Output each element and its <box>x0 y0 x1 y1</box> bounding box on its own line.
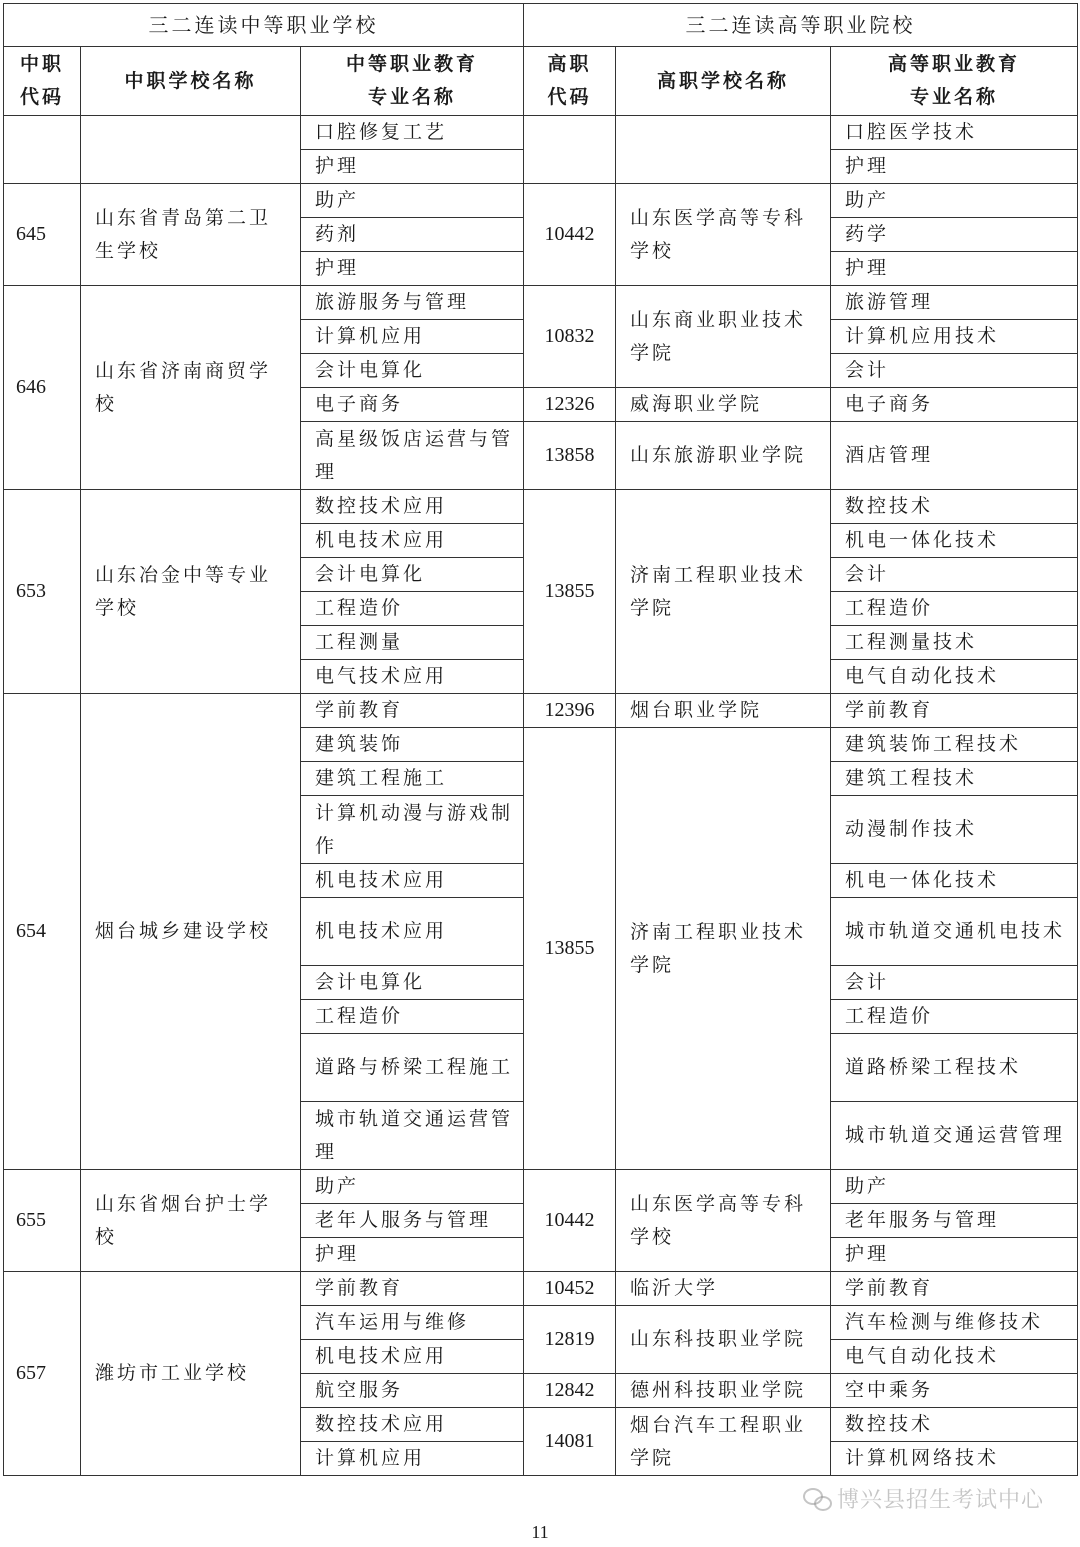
high-major-cell: 药学 <box>831 218 1078 252</box>
header-sec-code: 中职 代码 <box>4 47 81 116</box>
high-code-cell: 10442 <box>524 1170 616 1272</box>
high-code-cell <box>524 116 616 184</box>
high-major-cell: 机电一体化技术 <box>831 524 1078 558</box>
watermark <box>803 1483 1044 1514</box>
table-row <box>4 1272 1078 1306</box>
sec-major-cell: 机电技术应用 <box>301 524 524 558</box>
sec-major-cell: 道路与桥梁工程施工 <box>301 1034 524 1102</box>
header-high-major: 高等职业教育 专业名称 <box>831 47 1078 116</box>
sec-school-cell <box>81 116 301 184</box>
high-school-cell: 山东医学高等专科学校 <box>616 1170 831 1272</box>
sec-major-cell: 助产 <box>301 184 524 218</box>
sec-major-cell: 会计电算化 <box>301 966 524 1000</box>
table-row <box>4 490 1078 524</box>
high-major-cell: 助产 <box>831 184 1078 218</box>
high-school-cell: 山东商业职业技术学院 <box>616 286 831 388</box>
high-school-cell: 山东旅游职业学院 <box>616 422 831 490</box>
high-major-cell: 建筑装饰工程技术 <box>831 728 1078 762</box>
sec-major-cell: 汽车运用与维修 <box>301 1306 524 1340</box>
high-code-cell: 12842 <box>524 1374 616 1408</box>
page-number: 11 <box>531 1522 549 1542</box>
high-major-cell: 护理 <box>831 252 1078 286</box>
header-high-name: 高职学校名称 <box>616 47 831 116</box>
section-higher-title: 三二连读高等职业院校 <box>524 4 1078 47</box>
sec-school-cell: 烟台城乡建设学校 <box>81 694 301 1170</box>
high-school-cell: 济南工程职业技术学院 <box>616 728 831 1170</box>
table-row <box>4 694 1078 728</box>
sec-major-cell: 城市轨道交通运营管理 <box>301 1102 524 1170</box>
high-major-cell: 电子商务 <box>831 388 1078 422</box>
high-major-cell: 空中乘务 <box>831 1374 1078 1408</box>
high-school-cell: 山东科技职业学院 <box>616 1306 831 1374</box>
sec-major-cell: 计算机动漫与游戏制作 <box>301 796 524 864</box>
sec-major-cell: 机电技术应用 <box>301 898 524 966</box>
sec-major-cell: 学前教育 <box>301 694 524 728</box>
sec-code-cell: 655 <box>4 1170 81 1272</box>
sec-code-cell: 657 <box>4 1272 81 1476</box>
high-major-cell: 旅游管理 <box>831 286 1078 320</box>
high-code-cell: 10832 <box>524 286 616 388</box>
sec-major-cell: 药剂 <box>301 218 524 252</box>
header-high-code: 高职 代码 <box>524 47 616 116</box>
high-major-cell: 护理 <box>831 1238 1078 1272</box>
high-school-cell: 临沂大学 <box>616 1272 831 1306</box>
sec-major-cell: 机电技术应用 <box>301 864 524 898</box>
high-major-cell: 建筑工程技术 <box>831 762 1078 796</box>
sec-code-cell: 646 <box>4 286 81 490</box>
sec-major-cell: 电气技术应用 <box>301 660 524 694</box>
sec-school-cell: 潍坊市工业学校 <box>81 1272 301 1476</box>
high-major-cell: 计算机应用技术 <box>831 320 1078 354</box>
sec-major-cell: 工程造价 <box>301 1000 524 1034</box>
sec-code-cell: 645 <box>4 184 81 286</box>
table-row <box>4 184 1078 218</box>
sec-major-cell: 护理 <box>301 150 524 184</box>
high-school-cell: 威海职业学院 <box>616 388 831 422</box>
high-code-cell: 10442 <box>524 184 616 286</box>
table-row <box>4 286 1078 320</box>
sec-major-cell: 助产 <box>301 1170 524 1204</box>
high-major-cell: 电气自动化技术 <box>831 660 1078 694</box>
high-major-cell: 工程造价 <box>831 592 1078 626</box>
high-major-cell: 工程测量技术 <box>831 626 1078 660</box>
high-school-cell <box>616 116 831 184</box>
sec-major-cell: 计算机应用 <box>301 320 524 354</box>
sec-code-cell: 653 <box>4 490 81 694</box>
high-major-cell: 机电一体化技术 <box>831 864 1078 898</box>
high-code-cell: 13855 <box>524 728 616 1170</box>
sec-major-cell: 会计电算化 <box>301 558 524 592</box>
high-major-cell: 会计 <box>831 966 1078 1000</box>
sec-major-cell: 机电技术应用 <box>301 1340 524 1374</box>
sec-major-cell: 会计电算化 <box>301 354 524 388</box>
sec-major-cell: 护理 <box>301 1238 524 1272</box>
high-code-cell: 14081 <box>524 1408 616 1476</box>
sec-major-cell: 数控技术应用 <box>301 490 524 524</box>
sec-major-cell: 高星级饭店运营与管理 <box>301 422 524 490</box>
high-major-cell: 学前教育 <box>831 1272 1078 1306</box>
sec-code-cell <box>4 116 81 184</box>
high-code-cell: 13858 <box>524 422 616 490</box>
sec-major-cell: 旅游服务与管理 <box>301 286 524 320</box>
wechat-icon <box>803 1488 831 1510</box>
high-major-cell: 数控技术 <box>831 490 1078 524</box>
column-header-row <box>4 47 1078 116</box>
high-major-cell: 电气自动化技术 <box>831 1340 1078 1374</box>
high-major-cell: 城市轨道交通机电技术 <box>831 898 1078 966</box>
table-row <box>4 1170 1078 1204</box>
high-major-cell: 护理 <box>831 150 1078 184</box>
sec-major-cell: 建筑工程施工 <box>301 762 524 796</box>
high-school-cell: 德州科技职业学院 <box>616 1374 831 1408</box>
sec-major-cell: 计算机应用 <box>301 1442 524 1476</box>
high-major-cell: 学前教育 <box>831 694 1078 728</box>
header-sec-name: 中职学校名称 <box>81 47 301 116</box>
table-row <box>4 116 1078 150</box>
sec-major-cell: 护理 <box>301 252 524 286</box>
sec-school-cell: 山东省济南商贸学校 <box>81 286 301 490</box>
high-major-cell: 工程造价 <box>831 1000 1078 1034</box>
sec-major-cell: 工程测量 <box>301 626 524 660</box>
high-major-cell: 酒店管理 <box>831 422 1078 490</box>
enrollment-table <box>3 3 1078 1476</box>
high-major-cell: 助产 <box>831 1170 1078 1204</box>
high-major-cell: 口腔医学技术 <box>831 116 1078 150</box>
sec-major-cell: 数控技术应用 <box>301 1408 524 1442</box>
high-major-cell: 城市轨道交通运营管理 <box>831 1102 1078 1170</box>
sec-school-cell: 山东省青岛第二卫生学校 <box>81 184 301 286</box>
high-major-cell: 汽车检测与维修技术 <box>831 1306 1078 1340</box>
high-major-cell: 老年服务与管理 <box>831 1204 1078 1238</box>
section-secondary-title: 三二连读中等职业学校 <box>4 4 524 47</box>
high-major-cell: 计算机网络技术 <box>831 1442 1078 1476</box>
sec-major-cell: 航空服务 <box>301 1374 524 1408</box>
header-sec-major: 中等职业教育 专业名称 <box>301 47 524 116</box>
watermark-text: 博兴县招生考试中心 <box>836 1488 1044 1513</box>
high-code-cell: 12326 <box>524 388 616 422</box>
sec-major-cell: 学前教育 <box>301 1272 524 1306</box>
sec-school-cell: 山东省烟台护士学校 <box>81 1170 301 1272</box>
high-school-cell: 烟台汽车工程职业学院 <box>616 1408 831 1476</box>
high-school-cell: 烟台职业学院 <box>616 694 831 728</box>
sec-major-cell: 口腔修复工艺 <box>301 116 524 150</box>
sec-school-cell: 山东冶金中等专业学校 <box>81 490 301 694</box>
section-header-row <box>4 4 1078 47</box>
sec-major-cell: 电子商务 <box>301 388 524 422</box>
high-code-cell: 12396 <box>524 694 616 728</box>
high-major-cell: 动漫制作技术 <box>831 796 1078 864</box>
high-code-cell: 10452 <box>524 1272 616 1306</box>
sec-major-cell: 老年人服务与管理 <box>301 1204 524 1238</box>
sec-code-cell: 654 <box>4 694 81 1170</box>
high-major-cell: 数控技术 <box>831 1408 1078 1442</box>
high-major-cell: 会计 <box>831 354 1078 388</box>
high-major-cell: 道路桥梁工程技术 <box>831 1034 1078 1102</box>
high-school-cell: 济南工程职业技术学院 <box>616 490 831 694</box>
high-major-cell: 会计 <box>831 558 1078 592</box>
sec-major-cell: 建筑装饰 <box>301 728 524 762</box>
high-code-cell: 13855 <box>524 490 616 694</box>
sec-major-cell: 工程造价 <box>301 592 524 626</box>
high-school-cell: 山东医学高等专科学校 <box>616 184 831 286</box>
high-code-cell: 12819 <box>524 1306 616 1374</box>
